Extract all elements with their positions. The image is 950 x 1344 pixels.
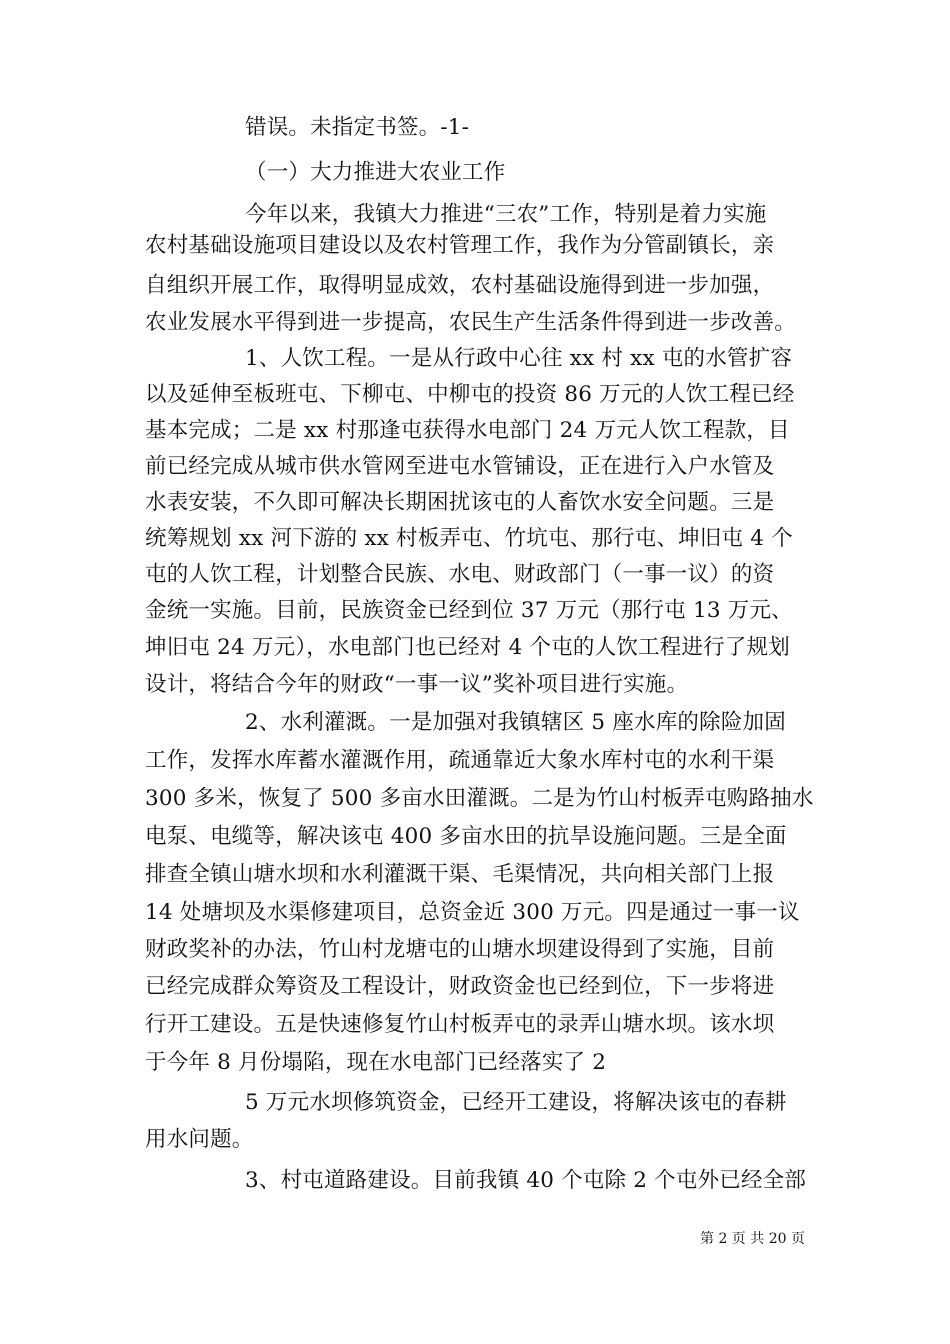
text-line: 于今年 8 月份塌陷，现在水电部门已经落实了 2	[145, 1050, 607, 1075]
text-line: 前已经完成从城市供水管网至进屯水管铺设，正在进行入户水管及	[145, 454, 775, 479]
text-line: 行开工建设。五是快速修复竹山村板弄屯的录弄山塘水坝。该水坝	[145, 1012, 775, 1037]
page-number-footer: 第 2 页 共 20 页	[700, 1231, 805, 1247]
text-line: 农业发展水平得到进一步提高，农民生产生活条件得到进一步改善。	[145, 310, 797, 335]
text-line: 1、人饮工程。一是从行政中心往 xx 村 xx 屯的水管扩容	[245, 346, 793, 371]
text-line: 工作，发挥水库蓄水灌溉作用，疏通靠近大象水库村屯的水利干渠	[145, 748, 775, 773]
text-line: 14 处塘坝及水渠修建项目，总资金近 300 万元。四是通过一事一议	[145, 900, 800, 925]
text-line: 屯的人饮工程，计划整合民族、水电、财政部门（一事一议）的资	[145, 562, 775, 587]
text-line: 错误。未指定书签。-1-	[245, 115, 470, 140]
text-line: 5 万元水坝修筑资金，已经开工建设，将解决该屯的春耕	[245, 1090, 787, 1115]
text-line: 基本完成；二是 xx 村那逢屯获得水电部门 24 万元人饮工程款，目	[145, 418, 790, 443]
text-line: 排查全镇山塘水坝和水利灌溉干渠、毛渠情况，共向相关部门上报	[145, 862, 775, 887]
text-line: 设计，将结合今年的财政“一事一议”奖补项目进行实施。	[145, 672, 689, 697]
text-line: 水表安装，不久即可解决长期困扰该屯的人畜饮水安全问题。三是	[145, 490, 775, 515]
text-line: 自组织开展工作，取得明显成效，农村基础设施得到进一步加强，	[145, 273, 775, 298]
text-line: 300 多米，恢复了 500 多亩水田灌溉。二是为竹山村板弄屯购路抽水	[145, 786, 814, 811]
text-line: 今年以来，我镇大力推进“三农”工作，特别是着力实施	[245, 202, 767, 227]
section-heading: （一）大力推进大农业工作	[245, 160, 506, 185]
text-line: 统筹规划 xx 河下游的 xx 村板弄屯、竹坑屯、那行屯、坤旧屯 4 个	[145, 526, 793, 551]
text-line: 坤旧屯 24 万元），水电部门也已经对 4 个屯的人饮工程进行了规划	[145, 635, 790, 660]
text-line: 农村基础设施项目建设以及农村管理工作，我作为分管副镇长，亲	[145, 233, 775, 258]
text-line: 以及延伸至板班屯、下柳屯、中柳屯的投资 86 万元的人饮工程已经	[145, 382, 795, 407]
text-line: 财政奖补的办法，竹山村龙塘屯的山塘水坝建设得到了实施，目前	[145, 937, 775, 962]
text-line: 2、水利灌溉。一是加强对我镇辖区 5 座水库的除险加固	[245, 710, 786, 735]
text-line: 金统一实施。目前，民族资金已经到位 37 万元（那行屯 13 万元、	[145, 598, 793, 623]
text-line: 3、村屯道路建设。目前我镇 40 个屯除 2 个屯外已经全部	[245, 1168, 807, 1193]
text-line: 电泵、电缆等，解决该屯 400 多亩水田的抗旱设施问题。三是全面	[145, 824, 787, 849]
text-line: 用水问题。	[145, 1127, 254, 1152]
text-line: 已经完成群众筹资及工程设计，财政资金也已经到位，下一步将进	[145, 974, 775, 999]
